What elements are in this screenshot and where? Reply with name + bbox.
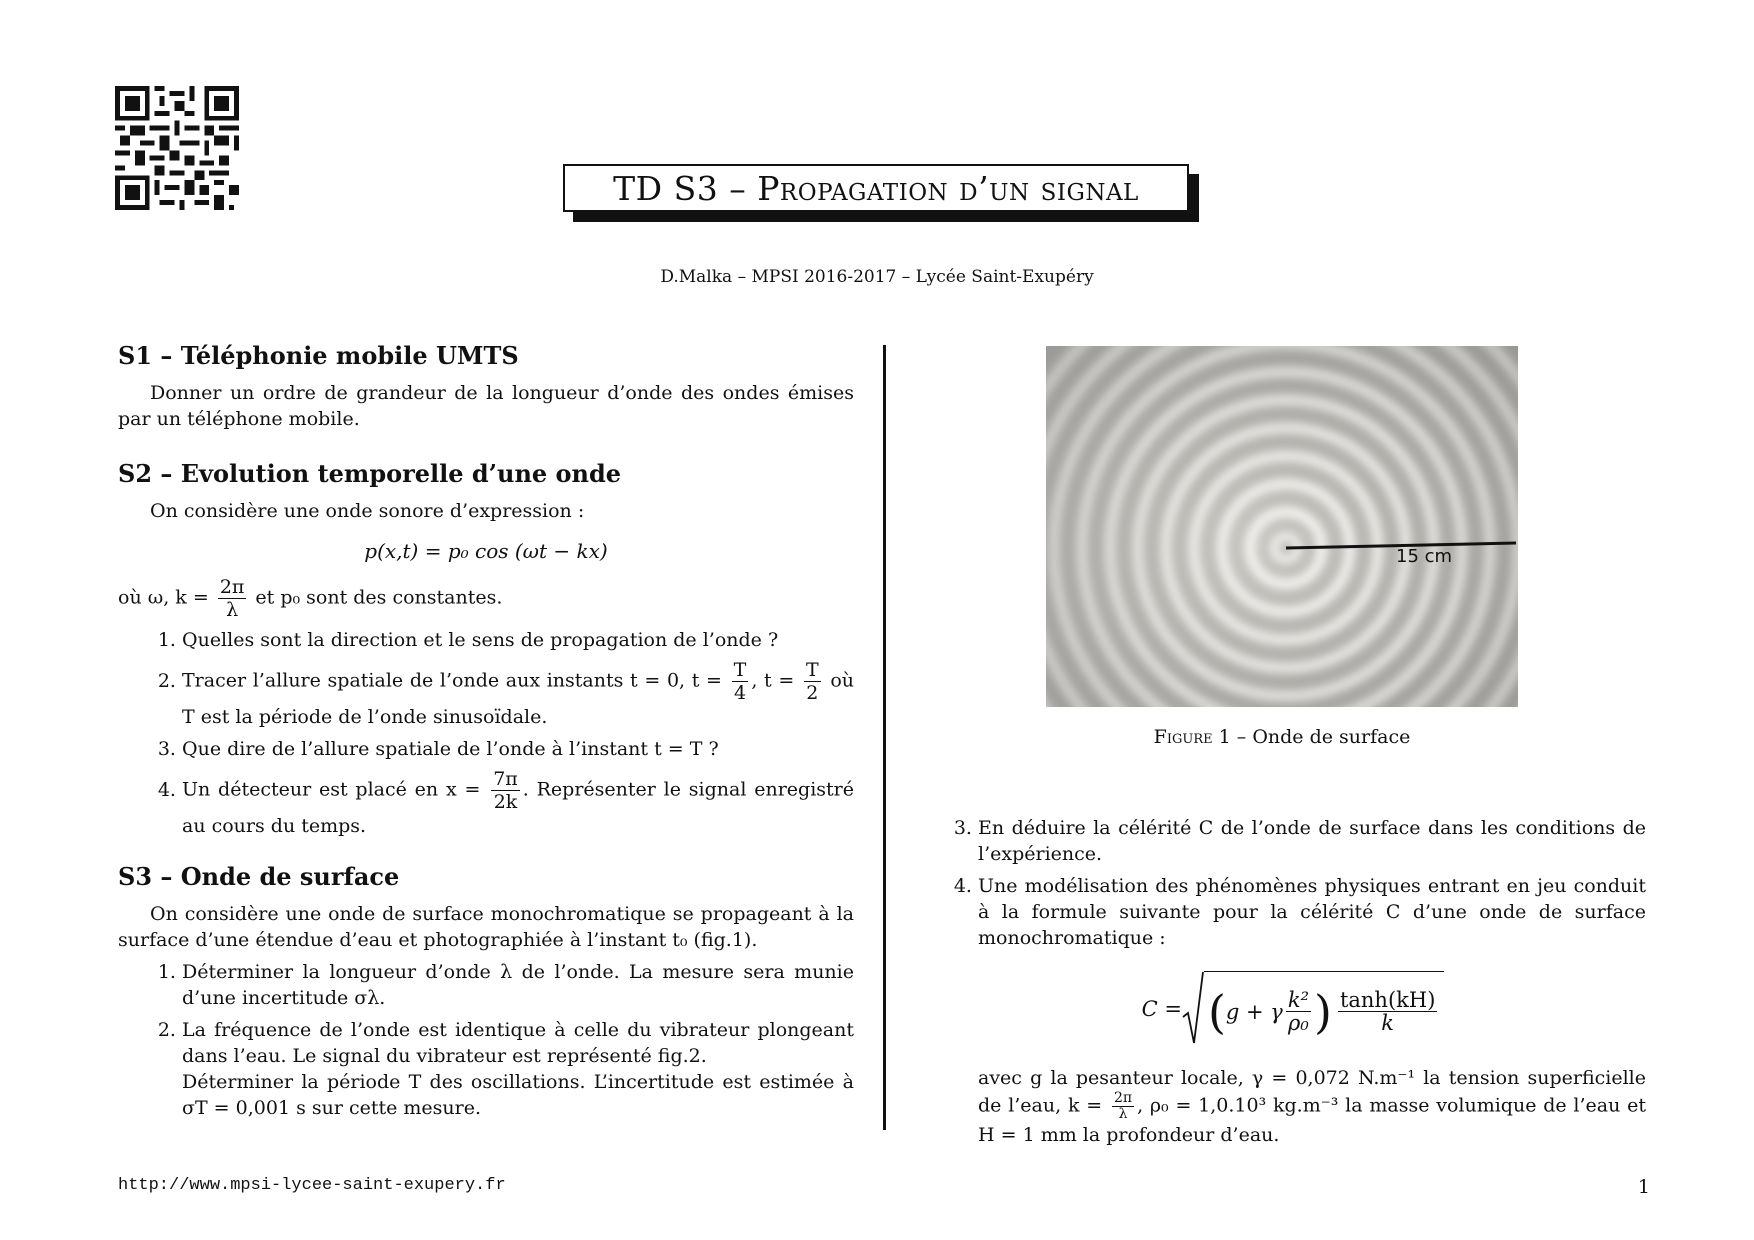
q2-text-c: où T est la période de l’onde sinusoïdale. (182, 669, 855, 728)
section-s3-intro: On considère une onde de surface monochromatique se propageant à la surface d’une étendue d’eau et photographiée à l’instant t₀ (fig.1). (118, 903, 854, 951)
section-s3-heading: S3 – Onde de surface (118, 862, 400, 891)
column-divider (883, 345, 886, 1130)
fraction-2pi-lambda (218, 576, 247, 621)
s3-q2-text-a: 2. La fréquence de l’onde est identique à celle du vibrateur plongeant dans l’eau. Le signal du vibrateur est représenté fig.2. (182, 1019, 854, 1067)
q4-text-b: . Représenter le signal enregistré au cours du temps. (182, 778, 854, 837)
ripple-image (1046, 346, 1518, 707)
fraction-t-2 (804, 659, 821, 704)
fraction-7pi-2k (491, 768, 520, 813)
frac-num: T (805, 659, 819, 681)
formula-parameters (940, 1065, 1646, 1148)
s2-question-2 (182, 659, 854, 730)
q4-text-a: Un détecteur est placé en x = (182, 778, 489, 801)
frac-den: 2 (806, 682, 819, 704)
s3-question-4: 4. Une modélisation des phénomènes physiques entrant en jeu conduit à la formule suivante pour la célérité C d’une onde de surface monochromatique : (978, 873, 1646, 951)
fraction-t-4 (732, 659, 749, 704)
s2-question-1: 1. Quelles sont la direction et le sens de propagation de l’onde ? (182, 627, 854, 653)
wave-equation: p(x,t) = p₀ cos (ωt − kx) (364, 539, 608, 563)
params-text-a: avec g la pesanteur locale, γ = 0,072 N.m⁻¹ la tension superficielle de l’eau, k = (978, 1067, 1646, 1117)
frac-num: 2π (1113, 1090, 1133, 1106)
eq-lhs: C = (1141, 997, 1182, 1021)
frac-den: k (1381, 1011, 1395, 1035)
s3-question-1: 1. Déterminer la longueur d’onde λ de l’onde. La mesure sera munie d’une incertitude σλ. (182, 959, 854, 1011)
author-line: D.Malka – MPSI 2016-2017 – Lycée Saint-Exupéry (660, 267, 1094, 287)
fraction-tanh-k (1338, 989, 1437, 1034)
section-s1-text: Donner un ordre de grandeur de la longueur d’onde des ondes émises par un téléphone mobile. (118, 382, 854, 430)
where-text-b: et p₀ sont des constantes. (249, 586, 503, 609)
frac-den: 2k (493, 791, 518, 813)
eq-g: g + γ (1225, 999, 1283, 1024)
fraction-2pi-lambda-small (1112, 1091, 1134, 1122)
section-s1-heading: S1 – Téléphonie mobile UMTS (118, 341, 519, 370)
s3-question-3: 3. En déduire la célérité C de l’onde de surface dans les conditions de l’expérience. (978, 815, 1646, 867)
page-number: 1 (1637, 1176, 1650, 1198)
title-main: Propagation d’un signal (757, 168, 1139, 208)
qr-code (115, 86, 239, 210)
caption-label: Figure 1 (1153, 726, 1231, 748)
frac-den: 4 (733, 682, 747, 704)
sqrt-content (1204, 971, 1444, 1047)
frac-num: T (733, 659, 747, 681)
sqrt-sign (1182, 971, 1204, 1047)
celerity-formula (940, 971, 1646, 1047)
paren-close: ) (1314, 984, 1332, 1039)
q2-text-b: , t = (751, 669, 801, 692)
s2-question-3: 3. Que dire de l’allure spatiale de l’onde à l’instant t = T ? (182, 736, 854, 762)
q2-text-a: Tracer l’allure spatiale de l’onde aux instants t = 0, t = (182, 669, 729, 692)
where-text-a: où ω, k = (118, 586, 215, 609)
left-column (118, 340, 854, 1127)
surface-wave-photo (1046, 346, 1518, 707)
frac-den: λ (226, 599, 239, 621)
figure-caption (1046, 726, 1518, 748)
s3-q2-text-b: Déterminer la période T des oscillations. L’incertitude est estimée à σT = 0,001 s sur cette mesure. (182, 1071, 854, 1119)
scale-label: 15 cm (1396, 546, 1453, 567)
section-s2-intro: On considère une onde sonore d’expression : (150, 500, 585, 522)
right-column (940, 815, 1646, 1148)
footer-url[interactable]: http://www.mpsi-lycee-saint-exupery.fr (118, 1176, 506, 1195)
params-text-b: , ρ₀ = 1,0.10³ kg.m⁻³ la masse volumique de l’eau et H = 1 mm la profondeur d’eau. (978, 1094, 1647, 1146)
s2-question-4 (182, 768, 854, 839)
paren-open: ( (1207, 984, 1226, 1039)
section-s2-where (118, 576, 854, 621)
section-s2-heading: S2 – Evolution temporelle d’une onde (118, 459, 622, 488)
frac-den: ρ₀ (1288, 1011, 1309, 1035)
caption-text: – Onde de surface (1230, 726, 1411, 748)
document-title (563, 164, 1189, 212)
fraction-k2-rho (1286, 989, 1311, 1034)
frac-den: λ (1118, 1106, 1128, 1122)
sqrt (1182, 971, 1444, 1047)
section-s3-questions-b (940, 815, 1646, 951)
s3-question-2 (182, 1017, 854, 1121)
frac-num: 2π (219, 576, 245, 598)
frac-num: tanh(kH) (1339, 988, 1436, 1012)
frac-num: k² (1287, 988, 1309, 1012)
title-prefix: TD S3 – (613, 168, 758, 208)
section-s3-questions-a (118, 959, 854, 1121)
section-s2-questions (118, 627, 854, 839)
frac-num: 7π (493, 768, 518, 790)
